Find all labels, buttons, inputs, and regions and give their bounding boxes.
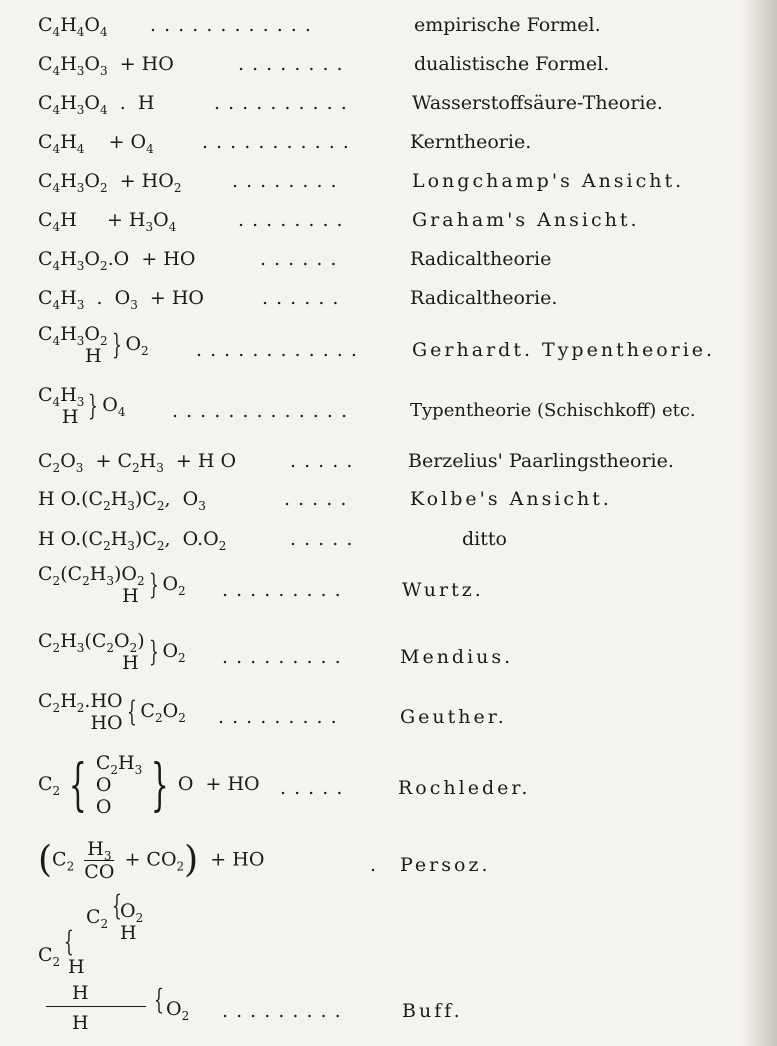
theory-name: Berzelius' Paarlingstheorie.: [408, 450, 674, 472]
formula: $C_2H_2.HO$ HO { $C_2O_2$: [38, 690, 186, 734]
leader-dots: . . . . .: [290, 450, 354, 472]
leader-dots: . . . . . . . . . . . . .: [172, 400, 348, 422]
formula: $C_2O_3 + C_2H_3 + H$ O: [38, 450, 237, 475]
formula: H $O.(C_2H_3)C_2$, $O.O_2$: [38, 528, 227, 553]
theory-name: Wasserstoffsäure-Theorie.: [412, 92, 663, 114]
formula: $C_2H_3(C_2O_2)$ H } $O_2$: [38, 630, 186, 674]
leader-dots: . . . . . . . . .: [222, 646, 342, 668]
theory-name: empirische Formel.: [414, 14, 601, 36]
formula: $C_4H_3$ H } $O_4$: [38, 384, 126, 428]
leader-dots: . . . . .: [280, 777, 344, 799]
theory-name: Wurtz.: [402, 579, 484, 601]
formula: $C_2$ { $O_2$ H $C_2$ { H H H { $O_2$: [38, 889, 190, 1034]
leader-dots: . . . . . . . .: [238, 53, 344, 75]
leader-dots: .: [370, 854, 378, 876]
formula: $C_4H_3O_2 + HO_2$: [38, 170, 182, 195]
theory-name: Mendius.: [400, 646, 514, 668]
theory-name: Graham's Ansicht.: [412, 209, 640, 231]
leader-dots: . . . . . . . . .: [222, 579, 342, 601]
leader-dots: . . . . . . . . . .: [214, 92, 348, 114]
theory-name: Persoz.: [400, 854, 491, 876]
formula: $C_2(C_2H_3)O_2$ H } $O_2$: [38, 563, 186, 607]
page-edge-shadow: [741, 0, 777, 1046]
theory-name: Rochleder.: [398, 777, 531, 799]
theory-name: Typentheorie (Schischkoff) etc.: [410, 400, 696, 421]
leader-dots: . . . . . . . . .: [222, 1000, 342, 1022]
formula: $C_4H_3O_2.O$ + HO: [38, 248, 196, 273]
formula: H $O.(C_2H_3)C_2$, $O_3$: [38, 488, 206, 513]
theory-name: dualistische Formel.: [414, 53, 610, 75]
leader-dots: . . . . .: [284, 488, 348, 510]
formula: $C_4H_4$ + $O_4$: [38, 131, 154, 156]
leader-dots: . . . . . . . .: [232, 170, 338, 192]
formula: $C_4H$ + $H_3O_4$: [38, 209, 177, 234]
theory-name: Kolbe's Ansicht.: [410, 488, 612, 510]
leader-dots: . . . . . .: [260, 248, 338, 270]
formula: $C_4H_3$ . $O_3$ + HO: [38, 287, 205, 312]
leader-dots: . . . . . . . . . . . .: [196, 339, 358, 361]
formula: $C_4H_4O_4$: [38, 14, 108, 39]
formula: ($C_2$ $\frac{H_3}{CO}$ + $CO_2$) + HO: [38, 838, 265, 883]
formula: $C_4H_3O_3$ + HO: [38, 53, 174, 78]
leader-dots: . . . . . .: [262, 287, 340, 309]
theory-name: Gerhardt. Typentheorie.: [412, 339, 716, 361]
leader-dots: . . . . . . . . .: [218, 706, 338, 728]
theory-name: ditto: [462, 528, 507, 550]
theory-name: Kerntheorie.: [410, 131, 532, 153]
theory-name: Geuther.: [400, 706, 507, 728]
formula: $C_4H_3O_4$ . H: [38, 92, 155, 117]
leader-dots: . . . . . . . . . . . .: [150, 14, 312, 36]
theory-name: Radicaltheorie: [410, 248, 552, 270]
leader-dots: . . . . .: [290, 528, 354, 550]
formula: $C_4H_3O_2$ H } $O_2$: [38, 323, 149, 367]
theory-name: Longchamp's Ansicht.: [412, 170, 685, 192]
theory-name: Radicaltheorie.: [410, 287, 558, 309]
leader-dots: . . . . . . . .: [238, 209, 344, 231]
theory-name: Buff.: [402, 1000, 463, 1022]
formula: $C_2$ { $C_2H_3$ O O } O + HO: [38, 752, 260, 818]
leader-dots: . . . . . . . . . . .: [202, 131, 350, 153]
